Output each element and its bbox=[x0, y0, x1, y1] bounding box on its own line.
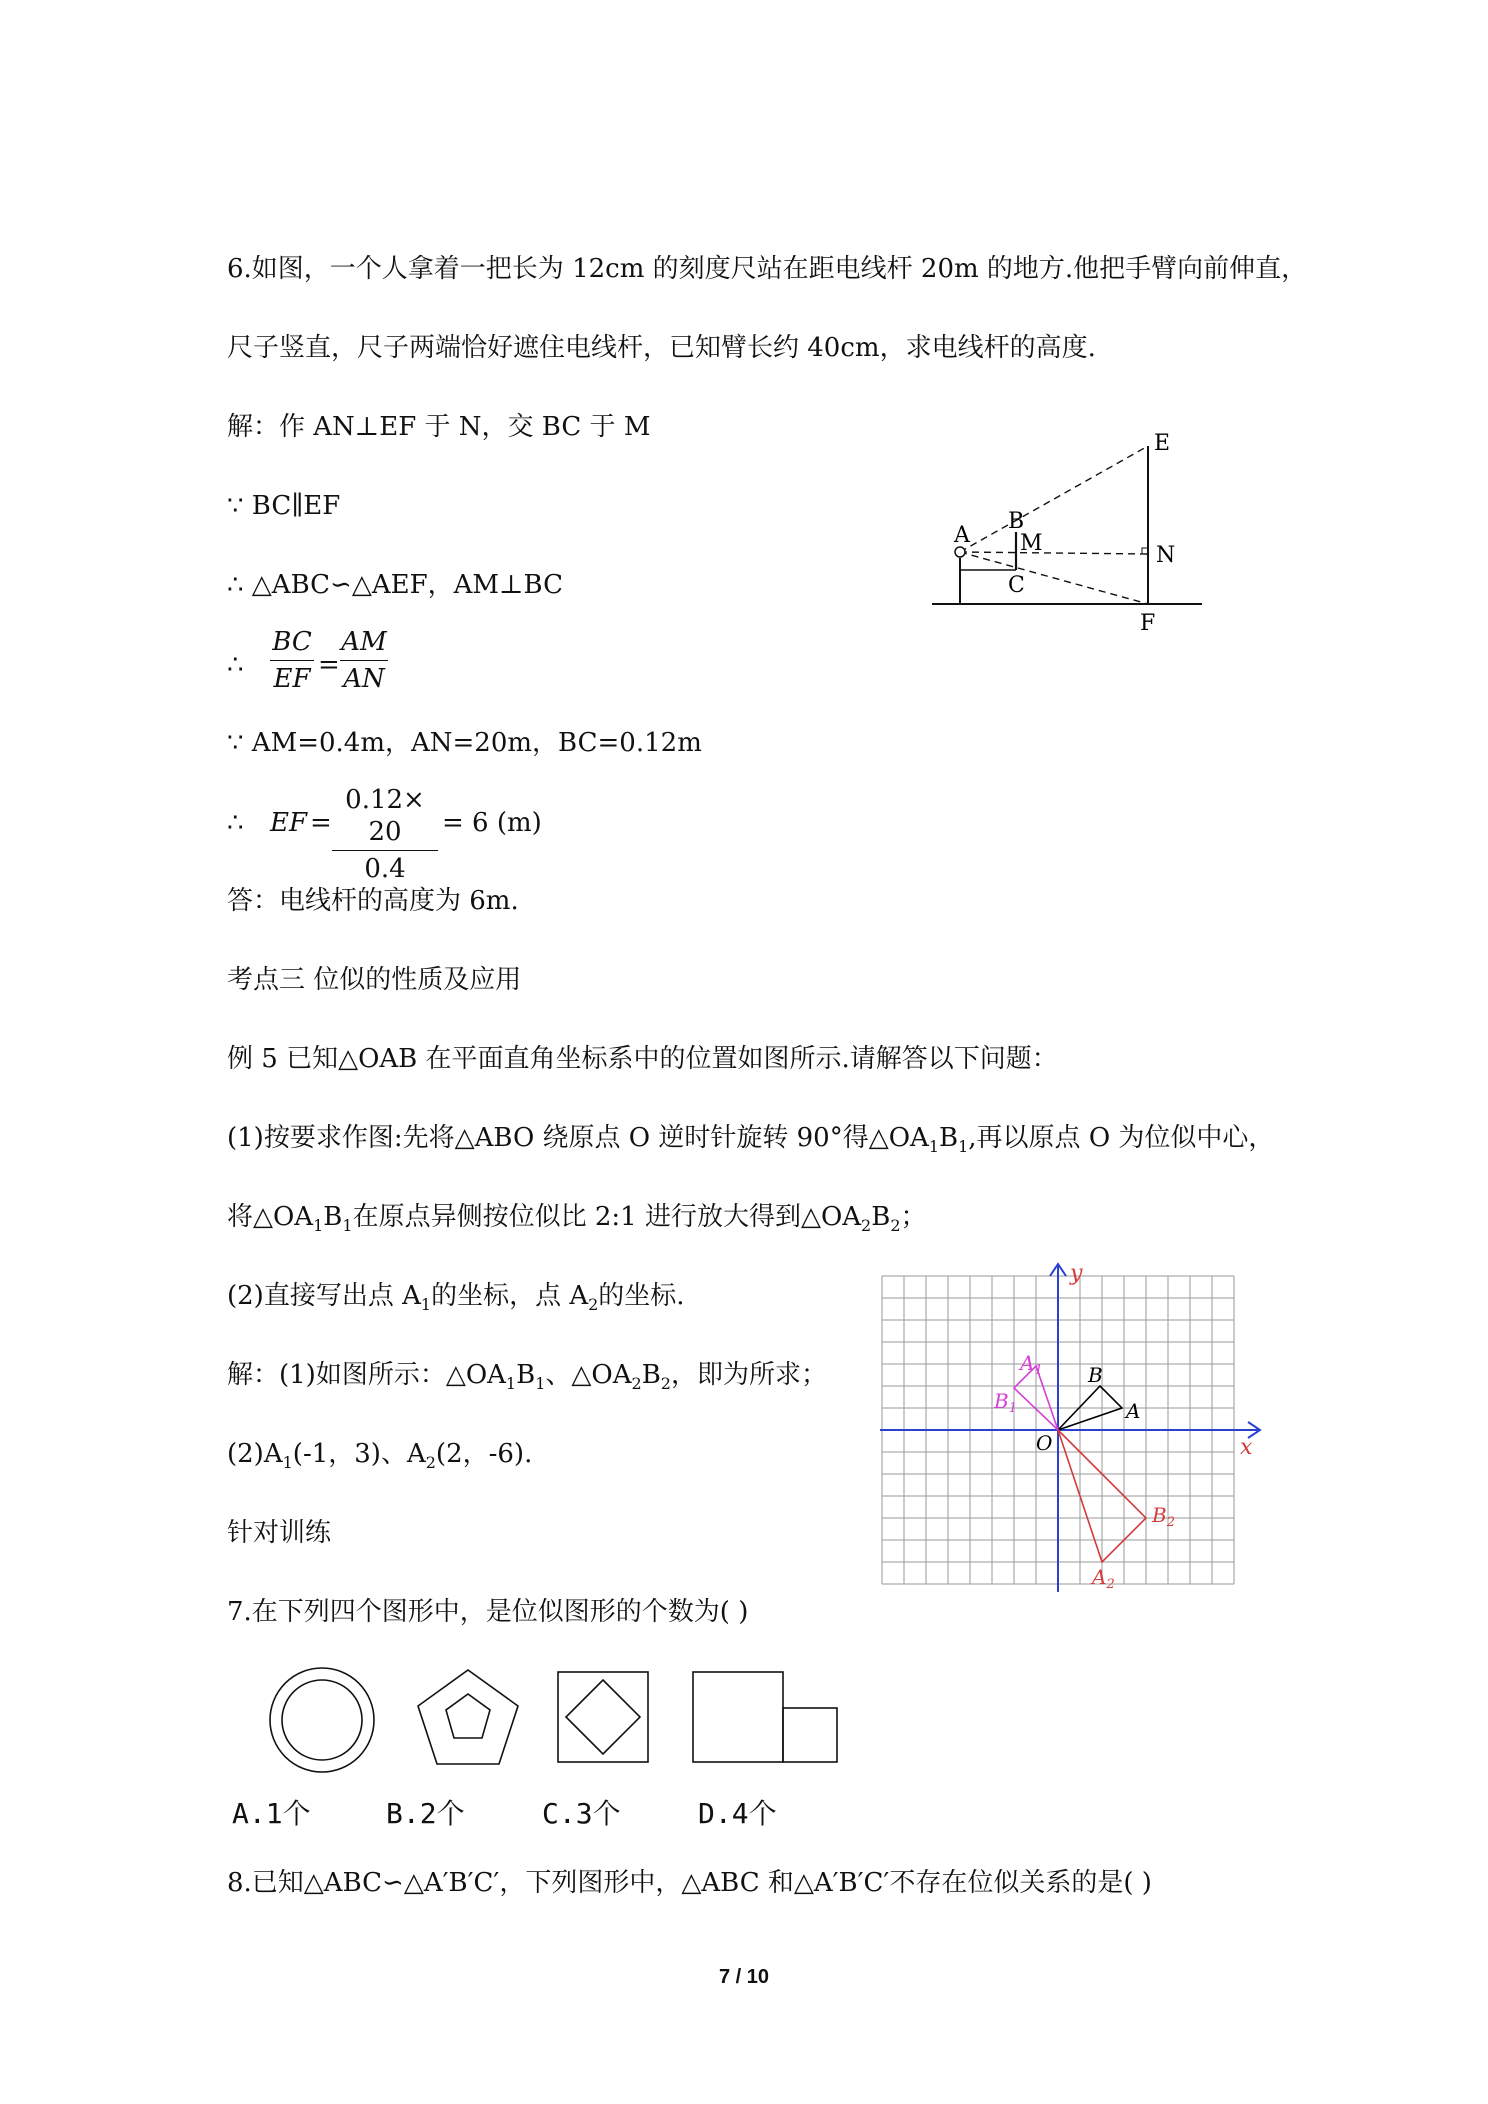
pole-diagram bbox=[920, 420, 1220, 640]
problem8-text: 8.已知△ABC∽△A′B′C′，下列图形中，△ABC 和△A′B′C′不存在位似关系的是( ) bbox=[227, 1868, 1152, 1898]
label-b: B bbox=[1008, 509, 1025, 534]
example5-solution2: $(2)A_1(-1$，3)、$A_2(2$，-6). bbox=[227, 1439, 533, 1473]
label-b2: $B_2$ bbox=[1152, 1503, 1175, 1530]
problem7-figures bbox=[260, 1660, 860, 1780]
label-a2: $A_2$ bbox=[1092, 1565, 1115, 1592]
problem6-line1: 6.如图，一个人拿着一把长为 12cm 的刻度尺站在距电线杆 20m 的地方.他把手臂向前伸直， bbox=[227, 254, 1308, 284]
solution6-step3: ∴ △ABC∽△AEF，AM⊥BC bbox=[227, 570, 563, 600]
equals-sign: = bbox=[310, 808, 332, 838]
example5-solution1: 解：(1)如图所示：$\triangle OA_1B_1$、$\triangle OA_2B_2$，即为所求； bbox=[227, 1360, 827, 1394]
label-b: B bbox=[1088, 1363, 1103, 1387]
example5-question2: (2)直接写出点 $A_1$的坐标，点 $A_2$的坐标. bbox=[227, 1281, 685, 1315]
ef-variable: EF bbox=[270, 808, 308, 838]
label-a: A bbox=[1126, 1399, 1141, 1423]
example5-question1-line1: (1)按要求作图:先将△ABO 绕原点 O 逆时针旋转 90°得$\triangle OA_1B_1$,再以原点 O 为位似中心， bbox=[227, 1123, 1275, 1157]
label-a1: $A_1$ bbox=[1020, 1351, 1043, 1378]
result-6m: = 6 (m) bbox=[442, 808, 542, 838]
label-c: C bbox=[1008, 573, 1025, 598]
fraction-numerator: 0.12× 20 bbox=[345, 785, 425, 847]
option-c: C.3个 bbox=[542, 1797, 621, 1830]
section3-title: 考点三 位似的性质及应用 bbox=[227, 965, 522, 995]
label-a: A bbox=[954, 523, 970, 548]
fraction-denominator: EF bbox=[273, 664, 311, 694]
figure-two-squares bbox=[693, 1672, 837, 1762]
answer6: 答：电线杆的高度为 6m. bbox=[227, 886, 519, 916]
label-f: F bbox=[1140, 611, 1156, 636]
solution6-step6-prefix: ∴ bbox=[227, 808, 244, 838]
y-axis-label: y bbox=[1070, 1261, 1083, 1286]
problem7-text: 7.在下列四个图形中，是位似图形的个数为( ) bbox=[227, 1597, 749, 1627]
sight-line-ae bbox=[960, 446, 1148, 552]
fraction-computation bbox=[332, 784, 438, 885]
fraction-denominator: AN bbox=[343, 664, 385, 694]
example5-question1-line2: 将$\triangle OA_1B_1$在原点异侧按位似比 2:1 进行放大得到$\triangle OA_2B_2$； bbox=[227, 1202, 927, 1236]
solution6-step4-prefix: ∴ bbox=[227, 650, 244, 680]
label-e: E bbox=[1154, 431, 1171, 456]
fraction-denominator: 0.4 bbox=[364, 854, 406, 884]
coordinate-grid bbox=[870, 1258, 1270, 1598]
page-number: 7 / 10 bbox=[718, 1966, 770, 1988]
solution6-step5: ∵ AM=0.4m，AN=20m，BC=0.12m bbox=[227, 728, 702, 758]
option-b: B.2个 bbox=[386, 1797, 465, 1830]
solution6-step1: 解：作 AN⊥EF 于 N，交 BC 于 M bbox=[227, 412, 651, 442]
label-b1: $B_1$ bbox=[994, 1389, 1017, 1416]
figure-nested-pentagons bbox=[418, 1670, 518, 1764]
example5-intro: 例 5 已知△OAB 在平面直角坐标系中的位置如图所示.请解答以下问题： bbox=[227, 1044, 1058, 1074]
option-a: A.1个 bbox=[232, 1797, 311, 1830]
sight-line-af bbox=[960, 552, 1148, 604]
solution6-step2: ∵ BC∥EF bbox=[227, 491, 341, 521]
equals-sign: = bbox=[318, 650, 340, 680]
problem6-line2: 尺子竖直，尺子两端恰好遮住电线杆，已知臂长约 40cm，求电线杆的高度. bbox=[227, 333, 1096, 363]
figure-concentric-circles bbox=[270, 1668, 374, 1772]
fraction-numerator: BC bbox=[272, 627, 312, 657]
x-axis-label: x bbox=[1240, 1435, 1253, 1460]
practice-title: 针对训练 bbox=[227, 1518, 332, 1548]
label-n: N bbox=[1156, 543, 1176, 568]
line-an bbox=[960, 552, 1148, 554]
fraction-am-an bbox=[340, 626, 388, 695]
label-m: M bbox=[1020, 531, 1043, 556]
origin-label: O bbox=[1036, 1431, 1053, 1455]
fraction-numerator: AM bbox=[341, 627, 387, 657]
eye-point-a bbox=[955, 547, 965, 557]
fraction-bc-ef bbox=[270, 626, 314, 695]
figure-square-diamond bbox=[558, 1672, 648, 1762]
option-d: D.4个 bbox=[698, 1797, 777, 1830]
